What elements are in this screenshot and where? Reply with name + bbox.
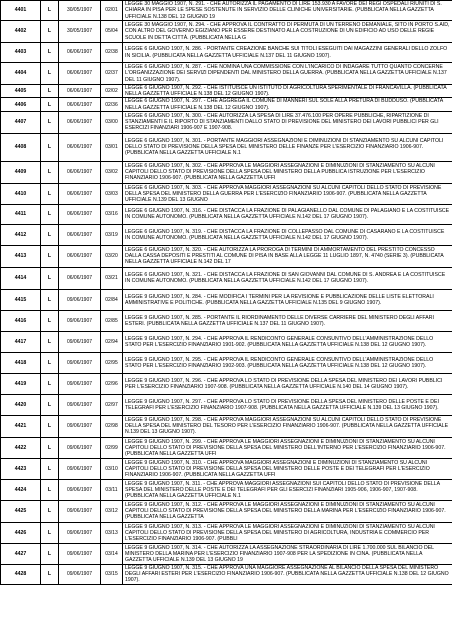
table-row <box>1 522 452 543</box>
row-number: 4406 <box>1 98 41 111</box>
row-code: 03/13 <box>101 522 123 543</box>
row-date: 06/06/1907 <box>59 267 101 289</box>
row-description: LEGGE 30 MAGGIO 1907, N. 291. - CHE AUTORIZZA IL PAGAMENTO DI LIRE 153.930 A FAVORE DEI REGI OSPEDALI RIUNITI DI S. CHIARA IN PISA PER LE SPESE SOSTENUTE IN SERVIZIO DELLE CLINICHE UNIVERSITARIE. (PUBBLICATA NELLA GAZZETTA UFFICIALE N.138 DEL 12 GIUGNO 19 <box>123 1 452 21</box>
row-number: 4420 <box>1 394 41 415</box>
row-number: 4416 <box>1 310 41 331</box>
row-number: 4413 <box>1 245 41 267</box>
row-type: L <box>41 63 59 85</box>
row-type: L <box>41 85 59 98</box>
row-date: 30/05/1907 <box>59 1 101 21</box>
row-date: 09/06/1907 <box>59 479 101 500</box>
row-date: 09/06/1907 <box>59 415 101 437</box>
row-date: 06/06/1907 <box>59 245 101 267</box>
row-date: 09/06/1907 <box>59 564 101 584</box>
row-type: L <box>41 98 59 111</box>
row-number: 4425 <box>1 500 41 522</box>
row-code: 02/84 <box>101 289 123 310</box>
row-description: LEGGE 9 GIUGNO 1907, N. 311. - CHE APPROVA MAGGIORI ASSEGNAZIONI SUI CAPITOLI DELLO STATO DI PREVISIONE DELLA SPESA DEL MINISTERO DELLE POSTE E DEI TELEGRAFI PER GLI ESERCIZI FINANZIARI 1905-906, 1906-907, 1907-908. (PUBBLICATA NELLA GAZZETTA UFFICIALE N.1 <box>123 479 452 500</box>
row-number: 4418 <box>1 352 41 373</box>
row-code: 03/00 <box>101 111 123 133</box>
row-code: 03/16 <box>101 204 123 224</box>
row-number: 4426 <box>1 522 41 543</box>
row-description: LEGGE 6 GIUGNO 1907, N. 292. - CHE ISTITUISCE UN ISTITUTO DI AGRICOLTURA SPERIMENTALE DI FRANCAVILLA. (PUBBLICATA NELLA GAZZETTA UFFICIALE N.138 DEL 12 GIUGNO 1907). <box>123 85 452 98</box>
row-code: 03/20 <box>101 245 123 267</box>
row-code: 02/95 <box>101 352 123 373</box>
table-row <box>1 310 452 331</box>
row-code: 02/36 <box>101 98 123 111</box>
table-row <box>1 437 452 458</box>
row-number: 4402 <box>1 21 41 43</box>
row-type: L <box>41 1 59 21</box>
row-date: 06/06/1907 <box>59 85 101 98</box>
row-type: L <box>41 543 59 564</box>
table-row <box>1 564 452 584</box>
row-number: 4427 <box>1 543 41 564</box>
row-date: 06/06/1907 <box>59 161 101 183</box>
row-number: 4408 <box>1 133 41 161</box>
row-date: 06/06/1907 <box>59 111 101 133</box>
row-description: LEGGE 9 GIUGNO 1907, N. 299. - CHE APPROVA LE MAGGIORI ASSEGNAZIONI E DIMINUZIONI DI STANZIAMENTO SU ALCUNI CAPITOLI DELLO STATO DI PREVISIONE DELLA SPESA DEL MINISTERO DELL'INTERNO PER L'ESERCIZIO FINANZIARIO 1906-907. (PUBBLICATA NELLA GAZZETTA UFFI <box>123 437 452 458</box>
row-type: L <box>41 373 59 394</box>
row-code: 02/37 <box>101 63 123 85</box>
row-date: 09/06/1907 <box>59 437 101 458</box>
row-description: LEGGE 6 GIUGNO 1907, N. 287. - CHE NOMINA UNA COMMISSIONE CON L'INCARICO DI INDAGARE TUTTO QUANTO CONCERNE L'ORGANIZZAZIONE DEI SERVIZI DIPENDENTI DAL MINISTERO DELLA GUERRA. (PUBBLICATA NELLA GAZZETTA UFFICIALE N.137 DEL 11 GIUGNO 1907). <box>123 63 452 85</box>
row-date: 09/06/1907 <box>59 458 101 479</box>
row-date: 09/06/1907 <box>59 331 101 352</box>
row-number: 4417 <box>1 331 41 352</box>
row-type: L <box>41 415 59 437</box>
row-number: 4412 <box>1 224 41 245</box>
row-code: 02/97 <box>101 394 123 415</box>
row-description: LEGGE 6 GIUGNO 1907, N. 316. - CHE DISTACCA LA FRAZIONE DI PALAGIANELLO DAL COMUNE DI PALAGIANO E LA COSTITUISCE IN COMUNE AUTONOMO. (PUBBLICATA NELLA GAZZETTA UFFICIALE N.142 DEL 17 GIUGNO 1907). <box>123 204 452 224</box>
row-code: 02/02 <box>101 85 123 98</box>
row-number: 4419 <box>1 373 41 394</box>
table-row <box>1 43 452 63</box>
row-number: 4404 <box>1 63 41 85</box>
row-description: LEGGE 6 GIUGNO 1907, N. 321. - CHE DISTACCA LA FRAZIONE DI SAN GIOVANNI DAL COMUNE DI S. ANDREA E LA COSTITUISCE IN COMUNE AUTONOMO. (PUBBLICATA NELLA GAZZETTA UFFICIALE N.142 DEL 17 GIUGNO 1907). <box>123 267 452 289</box>
row-type: L <box>41 161 59 183</box>
row-description: LEGGE 6 GIUGNO 1907, N. 302. - CHE APPROVA LE MAGGIORI ASSEGNAZIONI E DIMINUZIONI DI STANZIAMENTO SU ALCUNI CAPITOLI DELLO STATO DI PREVISIONE DELLA SPESA DEL MINISTERO DELLA PUBBLICA ISTRUZIONE PER L'ESERCIZIO FINANZIARIO 1906-907. (PUBBLICATA NELLA GAZZETTA UFFI <box>123 161 452 183</box>
row-description: LEGGE 9 GIUGNO 1907, N. 314. - CHE AUTORIZZA LA ASSEGNAZIONE STRAORDINARIA DI LIRE 1.700.000 SUL BILANCIO DEL MINISTERO DELLA MARINA PER L'ESERCIZIO FINANZIARIO 1907-908 PER LA SPEDIZIONE IN CINA. (PUBBLICATA NELLA GAZZETTA UFFICIALE N.139 DEL 13 GIUGNO 19 <box>123 543 452 564</box>
table-row <box>1 331 452 352</box>
table-row <box>1 289 452 310</box>
row-date: 06/06/1907 <box>59 43 101 63</box>
row-description: LEGGE 9 GIUGNO 1907, N. 310. - CHE APPROVA MAGGIORI ASSEGNAZIONI E DIMINUZIONI DI STANZIAMENTO SU ALCUNI CAPITOLI DELLO STATO DI PREVISIONE DELLA SPESA DEL MINISTERO DELLE POSTE E DEI TELEGRAFI PER L'ESERCIZIO FINANZIARIO 1906-907. (PUBBLICATA NELLA GAZZETTA UFFI <box>123 458 452 479</box>
row-date: 06/06/1907 <box>59 133 101 161</box>
row-description: LEGGE 6 GIUGNO 1907, N. 300. - CHE AUTORIZZA LA SPESA DI LIRE 37.476.100 PER OPERE PUBBLICHE, RIPARTIZIONE DI STANZIAMENTI E IL RIPORTO DI STANZIAMENTI DALLO STATO DI PREVISIONE DEL MINISTERO DEI LAVORI PUBBLICI PER GLI ESERCIZI FINANZIARI 1906-907 E 1907-908. <box>123 111 452 133</box>
table-row <box>1 204 452 224</box>
row-description: LEGGE 9 GIUGNO 1907, N. 285. - PORTANTE IL RIORDINAMENTO DELLE DIVERSE CARRIERE DEL MINISTERO DEGLI AFFARI ESTERI. (PUBBLICATA NELLA GAZZETTA UFFICIALE N.137 DEL 11 GIUGNO 1907). <box>123 310 452 331</box>
row-type: L <box>41 352 59 373</box>
row-number: 4428 <box>1 564 41 584</box>
row-description: LEGGE 9 GIUGNO 1907, N. 315. - CHE APPROVA UNA MAGGIORE ASSEGNAZIONE AL BILANCIO DELLA SPESA DEL MINISTERO DEGLI AFFARI ESTERI PER L'ESERCIZIO FINANZIARIO 1906-907. (PUBBLICATA NELLA GAZZETTA UFFICIALE N.138 DEL 12 GIUGNO 1907). <box>123 564 452 584</box>
row-date: 09/06/1907 <box>59 522 101 543</box>
table-row <box>1 352 452 373</box>
row-number: 4401 <box>1 1 41 21</box>
row-date: 09/06/1907 <box>59 500 101 522</box>
row-type: L <box>41 289 59 310</box>
table-row <box>1 458 452 479</box>
row-type: L <box>41 133 59 161</box>
row-number: 4421 <box>1 415 41 437</box>
row-description: LEGGE 6 GIUGNO 1907, N. 301. - PORTANTE MAGGIORI ASSEGNAZIONI E DIMINUZIONI DI STANZIAMENTO SU ALCUNI CAPITOLI DELLO STATO DI PREVISIONE DELLA SPESA DEL MINISTERO DELLE FINANZE PER L'ESERCIZIO FINANZIARIO 1906-907. (PUBBLICATA NELLA GAZZETTA UFFICIALE N.1 <box>123 133 452 161</box>
row-date: 30/05/1907 <box>59 21 101 43</box>
row-code: 03/11 <box>101 479 123 500</box>
row-description: LEGGE 6 GIUGNO 1907, N. 319. - CHE DISTACCA LA FRAZIONE DI COLLEPASSO DAL COMUNE DI CASARANO E LA COSTITUISCE IN COMUNE AUTONOMO. (PUBBLICATA NELLA GAZZETTA UFFICIALE N.142 DEL 17 GIUGNO 1907). <box>123 224 452 245</box>
table-row <box>1 543 452 564</box>
table-row <box>1 245 452 267</box>
row-type: L <box>41 331 59 352</box>
row-description: LEGGE 9 GIUGNO 1907, N. 297. - CHE APPROVA LO STATO DI PREVISIONE DELLA SPESA DEL MINISTERO DELLE POSTE E DEI TELEGRAFI PER L'ESERCIZIO FINANZIARIO 1907-908. (PUBBLICATA NELLA GAZZETTA UFFICIALE N.139 DEL 13 GIUGNO 1907). <box>123 394 452 415</box>
row-number: 4410 <box>1 183 41 204</box>
row-code: 03/01 <box>101 133 123 161</box>
row-description: LEGGE 9 GIUGNO 1907, N. 312. - CHE APPROVA LE MAGGIORI ASSEGNAZIONI E DIMINUZIONI DI STANZIAMENTO SU ALCUNI CAPITOLI DELLO STATO DI PREVISIONE DELLA SPESA DEL MINISTERO DELLA MARINA PER L'ESERCIZIO FINANZIARIO 1906-907. (PUBBLICATA NELLA GAZZETTA <box>123 500 452 522</box>
row-description: LEGGE 9 GIUGNO 1907, N. 295. - CHE APPROVA IL RENDICONTO GENERALE CONSUNTIVO DELL'AMMINISTRAZIONE DELLO STATO PER L'ESERCIZIO FINANZIARIO 1902-903. (PUBBLICATA NELLA GAZZETTA UFFICIALE N.138 DEL 12 GIUGNO 1907). <box>123 352 452 373</box>
row-date: 09/06/1907 <box>59 543 101 564</box>
row-code: 02/85 <box>101 310 123 331</box>
table-row <box>1 63 452 85</box>
laws-table-body <box>1 1 452 585</box>
row-description: LEGGE 9 GIUGNO 1907, N. 298. - CHE APPROVA MAGGIORI ASSEGNAZIONI SU ALCUNI CAPITOLI DELLO STATO DI PREVISIONE DELLA SPESA DEL MINISTERO DEL TESORO PER L'ESERCIZIO FINANZIARIO 1906-907. (PUBBLICATA NELLA GAZZETTA UFFICIALE N.139 DEL 13 GIUGNO 1907). <box>123 415 452 437</box>
row-date: 09/06/1907 <box>59 310 101 331</box>
row-type: L <box>41 183 59 204</box>
row-number: 4415 <box>1 289 41 310</box>
row-code: 03/10 <box>101 458 123 479</box>
row-date: 06/06/1907 <box>59 98 101 111</box>
row-type: L <box>41 479 59 500</box>
row-number: 4411 <box>1 204 41 224</box>
table-row <box>1 21 452 43</box>
table-row <box>1 98 452 111</box>
table-row <box>1 133 452 161</box>
row-type: L <box>41 437 59 458</box>
row-number: 4414 <box>1 267 41 289</box>
row-date: 06/06/1907 <box>59 224 101 245</box>
row-type: L <box>41 224 59 245</box>
row-number: 4423 <box>1 458 41 479</box>
row-type: L <box>41 204 59 224</box>
row-type: L <box>41 310 59 331</box>
row-number: 4409 <box>1 161 41 183</box>
row-date: 06/06/1907 <box>59 63 101 85</box>
table-row <box>1 394 452 415</box>
row-code: 03/14 <box>101 543 123 564</box>
row-code: 03/02 <box>101 161 123 183</box>
row-code: 03/03 <box>101 183 123 204</box>
row-date: 09/06/1907 <box>59 373 101 394</box>
row-description: LEGGE 9 GIUGNO 1907, N. 284. - CHE MODIFICA I TERMINI PER LA REVISIONE E PUBBLICAZIONE DELLE LISTE ELETTORALI AMMINISTRATIVE E POLITICHE. (PUBBLICATA NELLA GAZZETTA UFFICIALE N.135 DEL 9 GIUGNO 1907). <box>123 289 452 310</box>
row-type: L <box>41 522 59 543</box>
table-row <box>1 224 452 245</box>
table-row <box>1 1 452 21</box>
row-code: 05/04 <box>101 21 123 43</box>
table-row <box>1 267 452 289</box>
row-description: LEGGE 6 GIUGNO 1907, N. 320. - CHE AUTORIZZA LA PROROGA DI TERMINI DI AMMORTAMENTO DEL PRESTITO CONCESSO DALLA CASSA DEPOSITI E PRESTITI AL COMUNE DI PISA IN BASE ALLA LEGGE 11 LUGLIO 1897, N. 4740 (SERIE 3). (PUBBLICATA NELLA GAZZETTA UFFICIALE N.142 DEL 17 <box>123 245 452 267</box>
row-code: 02/01 <box>101 1 123 21</box>
row-type: L <box>41 394 59 415</box>
row-code: 03/12 <box>101 500 123 522</box>
row-number: 4405 <box>1 85 41 98</box>
row-code: 02/38 <box>101 43 123 63</box>
row-type: L <box>41 21 59 43</box>
table-row <box>1 373 452 394</box>
table-row <box>1 415 452 437</box>
row-date: 09/06/1907 <box>59 352 101 373</box>
table-row <box>1 85 452 98</box>
table-row <box>1 183 452 204</box>
row-description: LEGGE 9 GIUGNO 1907, N. 313. - CHE APPROVA LE MAGGIORI ASSEGNAZIONI E DIMINUZIONI DI STANZIAMENTO SU ALCUNI CAPITOLI DELLO STATO DI PREVISIONE DELLA SPESA DEL MINISTERO DI AGRICOLTURA, INDUSTRIA E COMMERCIO PER L'ESERCIZIO FINANZIARIO 1906-907. (PUBBLI <box>123 522 452 543</box>
row-description: LEGGE 6 GIUGNO 1907, N. 286. - PORTANTE CREAZIONE BANCHE SUI TITOLI ESEGUITI DAI MAGAZZINI GENERALI DELLO ZOLFO IN SICILIA. (PUBBLICATA NELLA GAZZETTA UFFICIALE N.137 DEL 11 GIUGNO 1907). <box>123 43 452 63</box>
row-description: LEGGE 6 GIUGNO 1907, N. 297. - CHE AGGREGA IL COMUNE DI MANNERI SUL SOLE ALLA PRETURA DI BUDDUSÒ. (PUBBLICATA NELLA GAZZETTA UFFICIALE N.138 DEL 12 GIUGNO 1907). <box>123 98 452 111</box>
row-date: 09/06/1907 <box>59 394 101 415</box>
row-code: 02/99 <box>101 437 123 458</box>
row-type: L <box>41 267 59 289</box>
row-type: L <box>41 458 59 479</box>
row-number: 4422 <box>1 437 41 458</box>
row-code: 03/21 <box>101 267 123 289</box>
table-row <box>1 111 452 133</box>
row-description: LEGGE 9 GIUGNO 1907, N. 296. - CHE APPROVA LO STATO DI PREVISIONE DELLA SPESA DEL MINISTERO DEI LAVORI PUBBLICI PER L'ESERCIZIO FINANZIARIO 1907-908. (PUBBLICATA NELLA GAZZETTA UFFICIALE N.140 DEL 14 GIUGNO 1907). <box>123 373 452 394</box>
row-date: 09/06/1907 <box>59 289 101 310</box>
row-code: 03/19 <box>101 224 123 245</box>
row-code: 02/96 <box>101 373 123 394</box>
row-type: L <box>41 43 59 63</box>
row-number: 4403 <box>1 43 41 63</box>
row-number: 4424 <box>1 479 41 500</box>
table-row <box>1 500 452 522</box>
row-number: 4407 <box>1 111 41 133</box>
row-code: 03/15 <box>101 564 123 584</box>
row-type: L <box>41 245 59 267</box>
row-type: L <box>41 564 59 584</box>
row-description: LEGGE 30 MAGGIO 1907, N. 294. - CHE APPROVA IL CONTRATTO DI PERMUTA DI UN TERRENO DEMANIALE, SITO IN PORTO S.AID, CON ALTRO DEL GOVERNO EGIZIANO PER ESSERE DESTINATO ALLA COSTRUZIONE DI UN EDIFICIO AD USO DELLE REGIE SCUOLE IN DETTA CITTÀ. (PUBBLICATA NELLA G <box>123 21 452 43</box>
row-code: 02/98 <box>101 415 123 437</box>
row-code: 02/94 <box>101 331 123 352</box>
row-date: 06/06/1907 <box>59 183 101 204</box>
row-description: LEGGE 6 GIUGNO 1907, N. 303. - CHE APPROVA MAGGIORI ASSEGNAZIONI SU ALCUNI CAPITOLI DELLO STATO DI PREVISIONE DELLA SPESA DEL MINISTERO DELLA GUERRA PER L'ESERCIZIO FINANZIARIO 1906-907. (PUBBLICATA NELLA GAZZETTA UFFICIALE N.139 DEL 13 GIUGNO <box>123 183 452 204</box>
table-row <box>1 161 452 183</box>
table-row <box>1 479 452 500</box>
row-type: L <box>41 500 59 522</box>
row-date: 06/06/1907 <box>59 204 101 224</box>
row-description: LEGGE 9 GIUGNO 1907, N. 294. - CHE APPROVA IL RENDICONTO GENERALE CONSUNTIVO DELL'AMMINISTRAZIONE DELLO STATO PER L'ESERCIZIO FINANZIARIO 1901-902. (PUBBLICATA NELLA GAZZETTA UFFICIALE N.138 DEL 12 GIUGNO 1907). <box>123 331 452 352</box>
row-type: L <box>41 111 59 133</box>
